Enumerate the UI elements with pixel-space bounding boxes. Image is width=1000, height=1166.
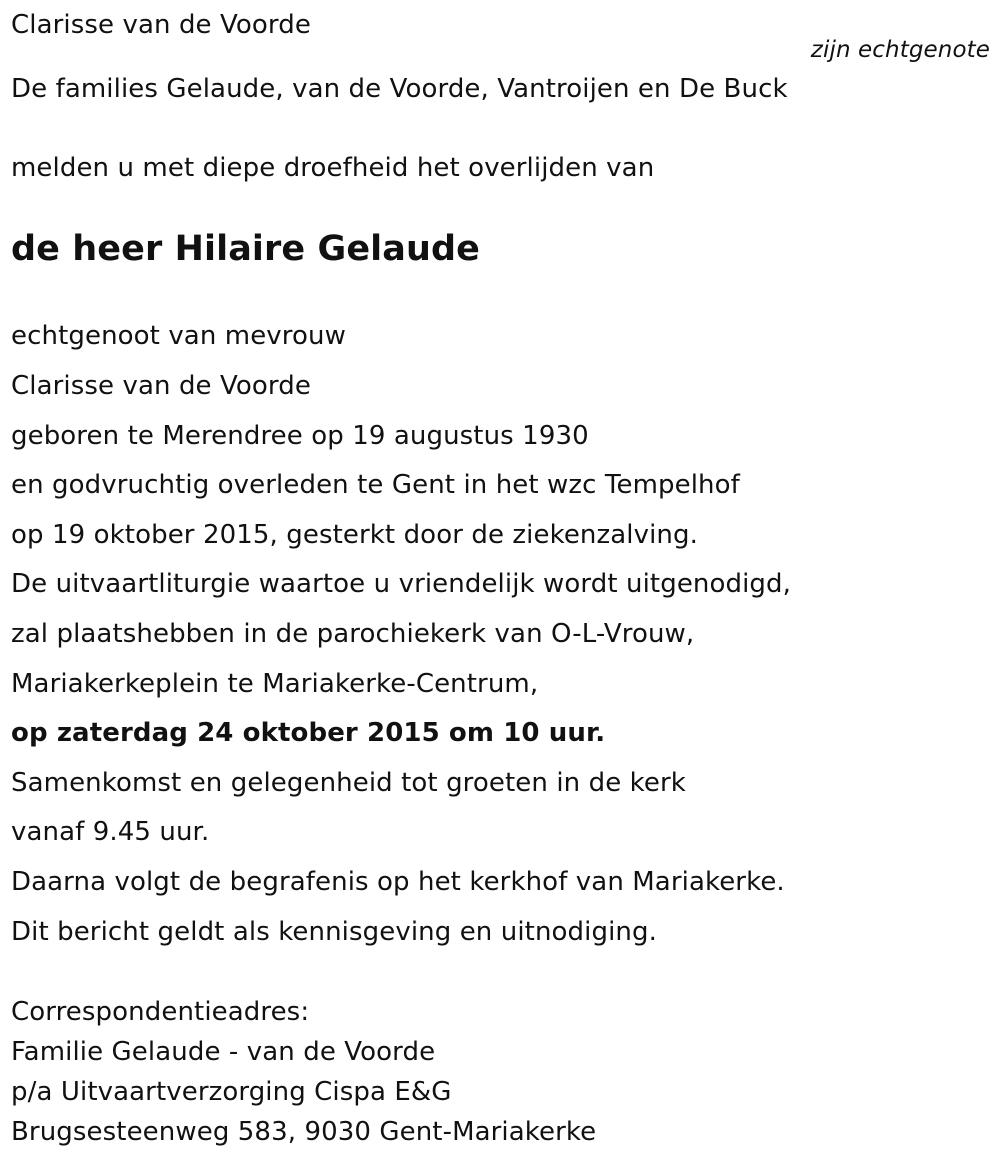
body-line: geboren te Merendree op 19 augustus 1930 (11, 421, 589, 451)
deceased-name: de heer Hilaire Gelaude (11, 229, 480, 269)
announcement-text: melden u met diepe droefheid het overlijden van (11, 153, 655, 183)
body-line: op 19 oktober 2015, gesterkt door de ziekenzalving. (11, 520, 698, 550)
body-line: Dit bericht geldt als kennisgeving en uitnodiging. (11, 917, 657, 947)
body-line: vanaf 9.45 uur. (11, 817, 210, 847)
body-line: Daarna volgt de begrafenis op het kerkhof van Mariakerke. (11, 867, 785, 897)
body-line: en godvruchtig overleden te Gent in het wzc Tempelhof (11, 470, 740, 500)
funeral-date-line: op zaterdag 24 oktober 2015 om 10 uur. (11, 718, 606, 748)
address-line: Brugsesteenweg 583, 9030 Gent-Mariakerke (11, 1117, 597, 1147)
address-line: p/a Uitvaartverzorging Cispa E&G (11, 1077, 452, 1107)
body-line: Samenkomst en gelegenheid tot groeten in de kerk (11, 768, 686, 798)
widow-role: zijn echtgenote (810, 37, 990, 63)
correspondence-label: Correspondentieadres: (11, 997, 310, 1027)
widow-name: Clarisse van de Voorde (11, 10, 311, 40)
address-line: Familie Gelaude - van de Voorde (11, 1037, 436, 1067)
body-line: De uitvaartliturgie waartoe u vriendelijk wordt uitgenodigd, (11, 569, 791, 599)
body-line: zal plaatshebben in de parochiekerk van O-L-Vrouw, (11, 619, 695, 649)
body-line: echtgenoot van mevrouw (11, 321, 346, 351)
body-line: Clarisse van de Voorde (11, 371, 311, 401)
families-line: De families Gelaude, van de Voorde, Vantroijen en De Buck (11, 74, 788, 104)
body-line: Mariakerkeplein te Mariakerke-Centrum, (11, 669, 539, 699)
